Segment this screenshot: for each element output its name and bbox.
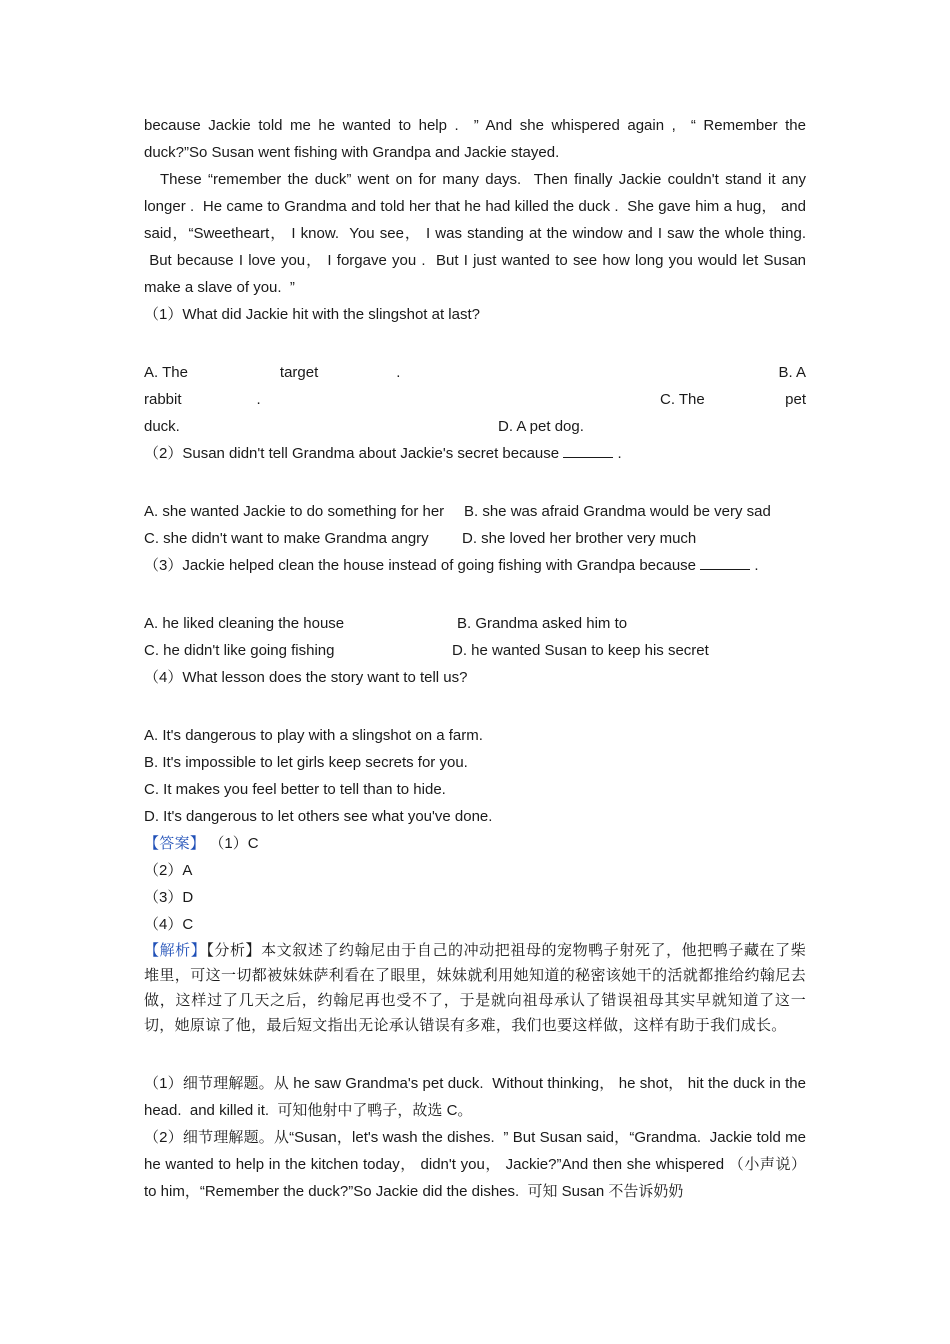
q4-option-b: B. It's impossible to let girls keep secrets for you. [144,754,468,771]
analysis-detail-2: （2）细节理解题。从“Susan，let's wash the dishes. ” But Susan said，“Grandma. Jackie told me he wanted to help in the kitchen today， didn't you， Jackie?”And then she whispered （小声说）to him，“Remember the duck?”So Jackie did the dishes. 可知 Susan 不告诉奶奶 [144,1129,806,1200]
passage-paragraph-1: because Jackie told me he wanted to help . ” And she whispered again , “ Remember the duck?”So Susan went fishing with Grandpa and Jackie stayed. [144,117,806,161]
answer-line-1 [144,830,806,857]
passage-paragraph-2: These “remember the duck” went on for many days. Then finally Jackie couldn't stand it any longer . He came to Grandma and told her that he had killed the duck . She gave him a hug， and said，“Sweetheart， I know. You see， I was standing at the window and I saw the whole thing. But because I love you， I forgave you . But I just wanted to see how long you would let Susan make a slave of you. ” [144,171,806,296]
question-3-stem: （3）Jackie helped clean the house instead of going fishing with Grandpa because . [144,557,759,574]
q4-option-c: C. It makes you feel better to tell than to hide. [144,781,446,798]
analysis-summary: 【解析】【分析】本文叙述了约翰尼由于自己的冲动把祖母的宠物鸭子射死了，他把鸭子藏在了柴堆里，可这一切都被妹妹萨利看在了眼里，妹妹就利用她知道的秘密该她干的活就都推给约翰尼去做，这样过了几天之后，约翰尼再也受不了，于是就向祖母承认了错误祖母其实早就知道了这一切，她原谅了他，最后短文指出无论承认错误有多难，我们也要这样做，这样有助于我们成长。 [144,941,806,1034]
q3-option-c: C. he didn't like going fishing [144,642,335,659]
analysis-tag: 【解析】 [144,941,207,959]
answer-3: （3）D [144,889,194,906]
q2-option-a: A. she wanted Jackie to do something for her [144,503,445,520]
q1-option-c-cont: duck. [144,418,180,435]
q4-option-d: D. It's dangerous to let others see what you've done. [144,808,493,825]
question-1-stem: （1）What did Jackie hit with the slingshot at last? [144,306,480,323]
question-2-stem: （2）Susan didn't tell Grandma about Jackie's secret because . [144,445,622,462]
q3-option-b: B. Grandma asked him to [457,615,628,632]
q1-option-a: A. The target . [144,364,401,381]
answer-2: （2）A [144,862,193,879]
q1-option-b-cont: rabbit . [144,391,261,408]
q2-option-d: D. she loved her brother very much [462,530,697,547]
q4-option-a: A. It's dangerous to play with a slingshot on a farm. [144,727,483,744]
question-4-stem: （4）What lesson does the story want to tell us? [144,669,468,686]
q2-option-c: C. she didn't want to make Grandma angry [144,530,429,547]
q1-option-b: B. A [778,364,806,381]
question-1-options [144,359,806,440]
document-page [144,112,806,1205]
q3-option-a: A. he liked cleaning the house [144,615,345,632]
analysis-detail-1: （1）细节理解题。从 he saw Grandma's pet duck. Without thinking， he shot， hit the duck in the head. and killed it. 可知他射中了鸭子，故选 C。 [144,1075,806,1119]
q2-option-b: B. she was afraid Grandma would be very sad [464,503,771,520]
q1-option-c: C. The pet [660,391,806,408]
answer-4: （4）C [144,916,194,933]
answer-1: （1）C [209,835,259,852]
answer-tag: 【答案】 [144,834,206,852]
answer-blank [563,443,613,458]
q1-option-d: D. A pet dog. [498,418,584,435]
q3-option-d: D. he wanted Susan to keep his secret [452,642,709,659]
answer-blank [700,555,750,570]
